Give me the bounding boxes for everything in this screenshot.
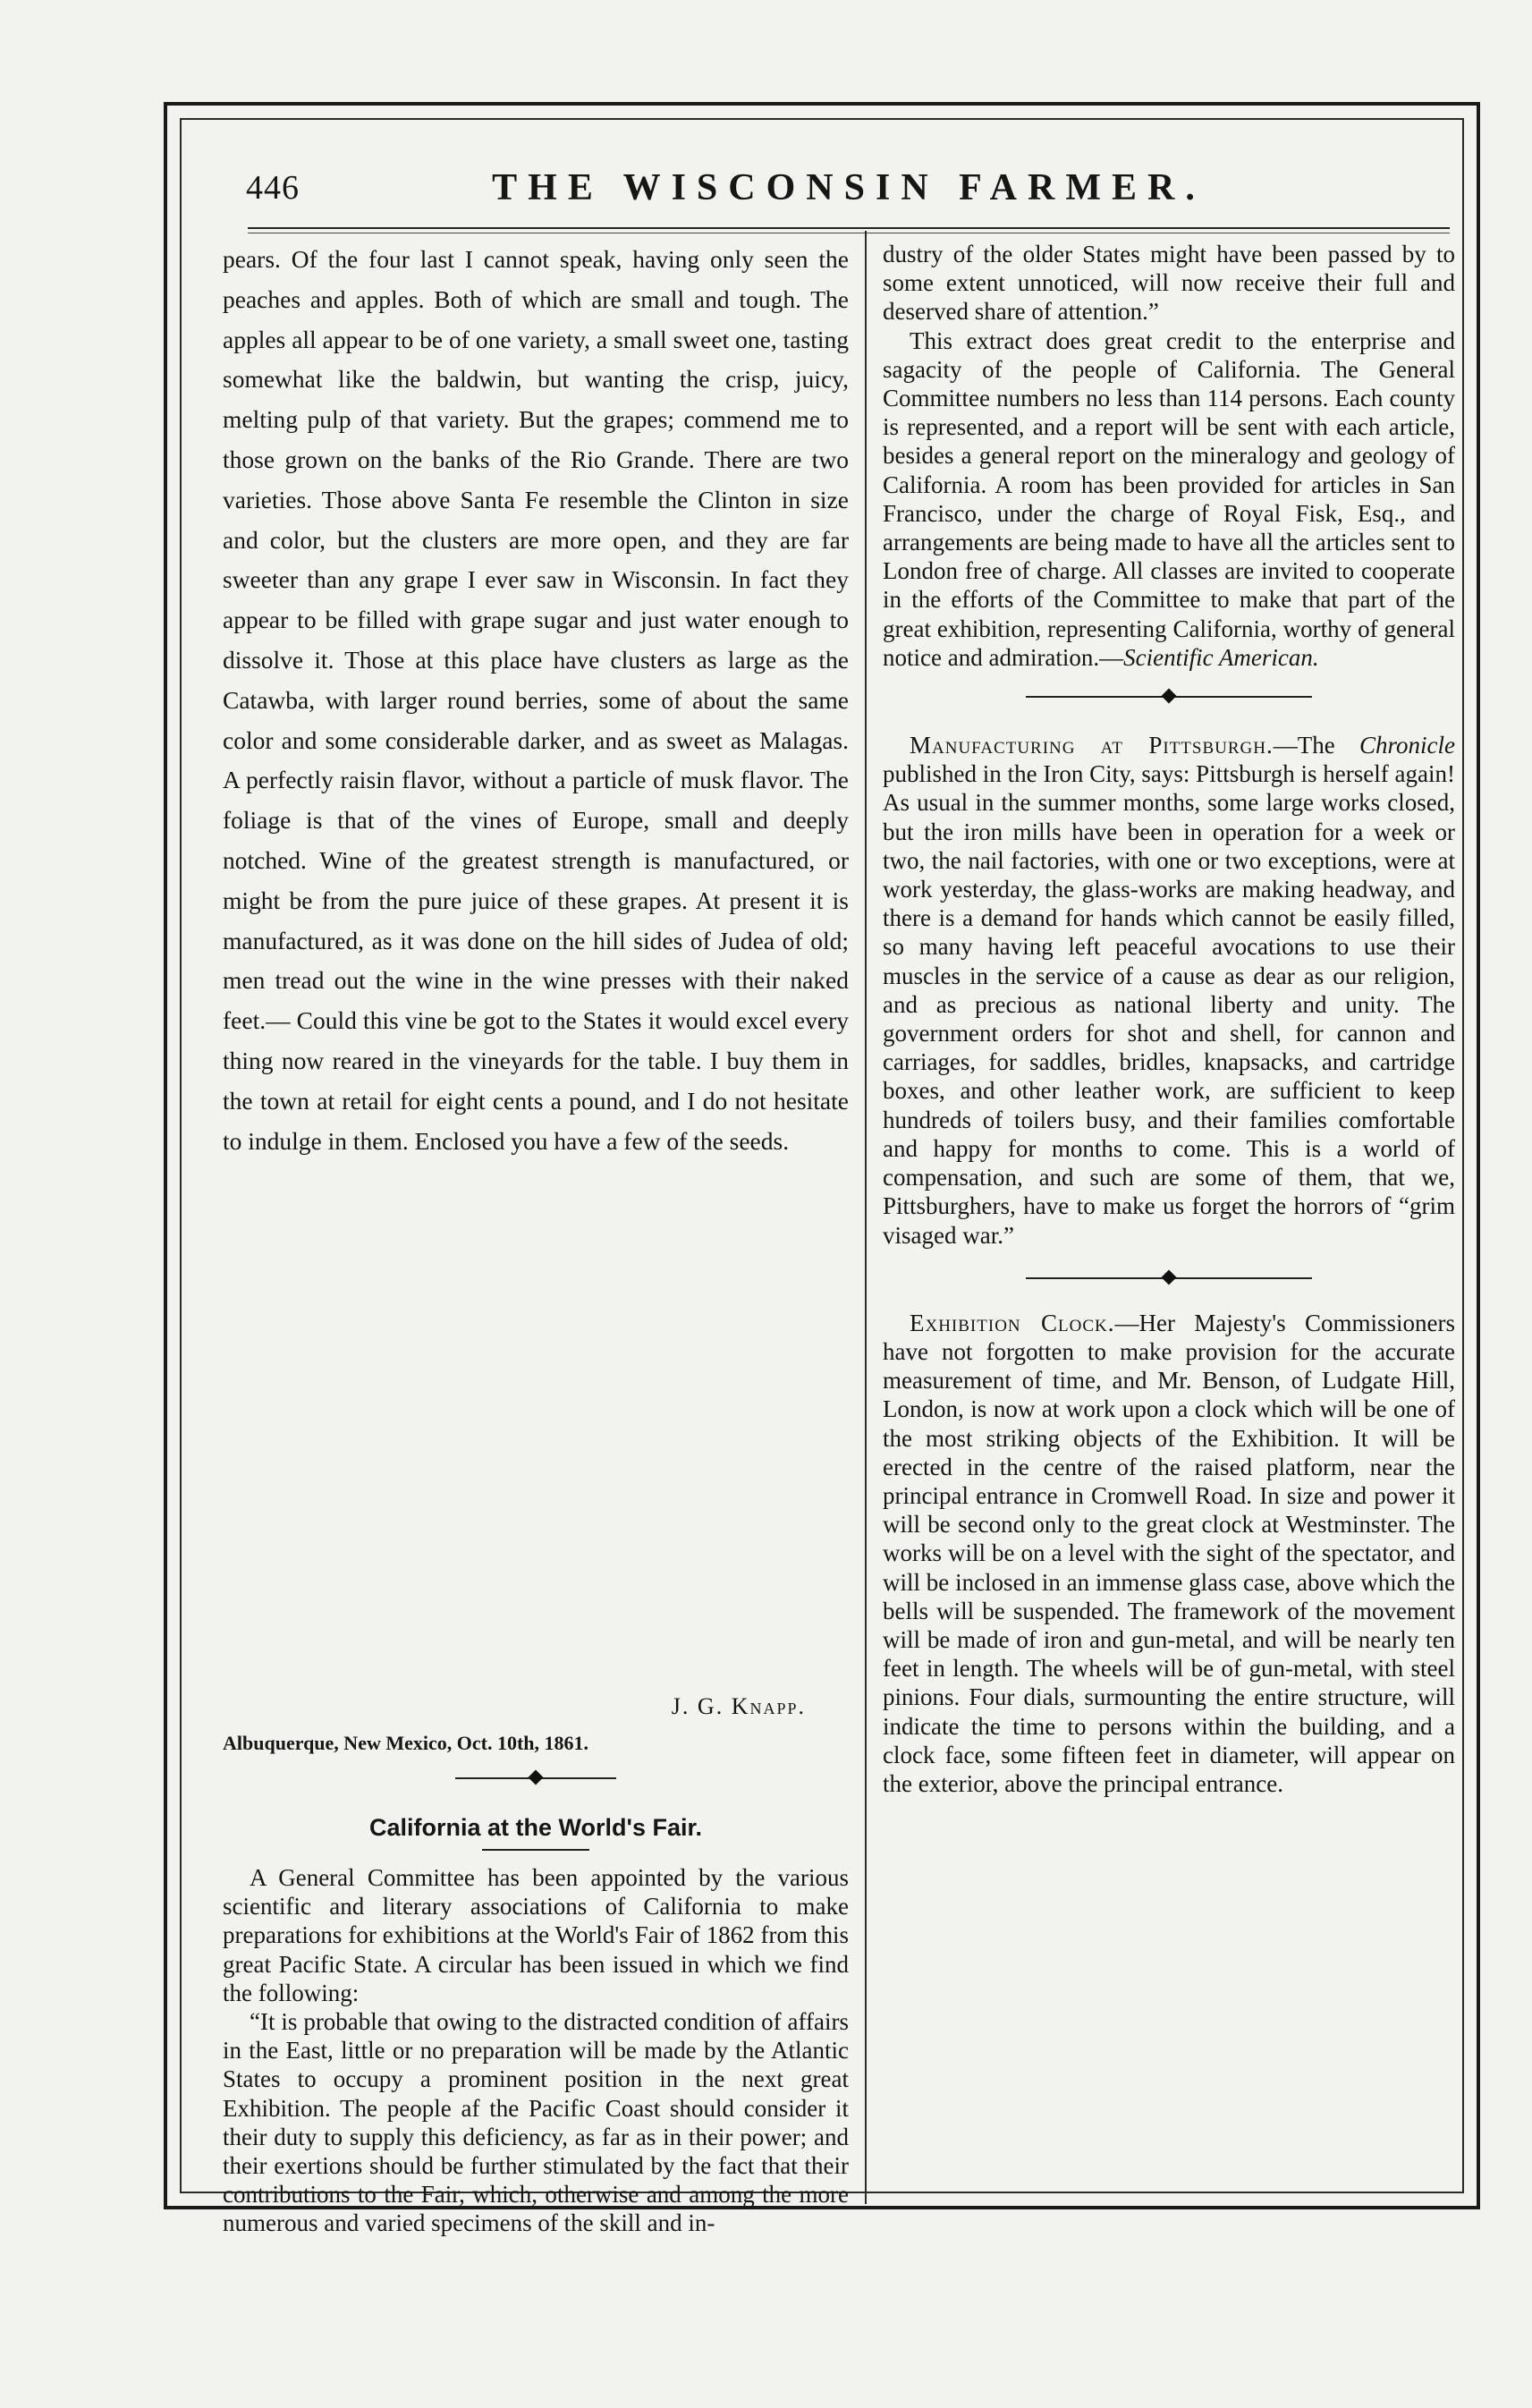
article-paragraph: A General Committee has been appointed by the various scientific and literary associations of California to make preparations for exhibitions at the World's Fair of 1862 from this great Pacific State. A circular has been issued in which we find the following: [223,1864,849,2006]
letter-signature: J. G. Knapp. [671,1693,806,1719]
california-article [223,1769,849,2238]
section-ornament [1026,1269,1312,1287]
section-ornament [1026,688,1312,706]
pittsburgh-heading: Manufacturing at Pittsburgh. [910,732,1274,759]
letter-dateline: Albuquerque, New Mexico, Oct. 10th, 1861. [223,1732,589,1754]
header-rule [248,227,1450,233]
california-source: Scientific American. [1123,643,1319,671]
pittsburgh-article: Manufacturing at Pittsburgh.—The Chronicle published in the Iron City, says: Pittsburgh is herself again! As usual in the summer months, some large works closed, but the iron mills have been in operation for a week or two, the nail factories, with one or two exceptions, were at work yesterday, the glass-works are making headway, and there is a demand for hands which cannot be easily filled, so many having left peaceful avocations to use their muscles in the service of a cause as dear as our religion, and as precious as national liberty and unity. The government orders for shot and shell, for cannon and carriages, for saddles, bridles, knapsacks, and cartridge boxes, and other leather work, are sufficient to keep hundreds of toilers busy, and their families comfortable and happy for months to come. This is a world of compensation, and such are some of them, that we, Pittsburghers, have to make us forget the horrors of “grim visaged war.” [883,732,1456,1249]
article-quote: “It is probable that owing to the distracted condition of affairs in the East, little or no preparation will be made by the Atlantic States to occupy a prominent position in the next great Exhibition. The people af the Pacific Coast should consider it their duty to supply this deficiency, as far as in their power; and their exertions should be further stimulated by the fact that their contributions to the Fair, which, otherwise and among the more numerous and varied specimens of the skill and in- [223,2008,849,2237]
clock-heading: Exhibition Clock. [910,1309,1115,1336]
page-header [246,163,1435,216]
page-frame [164,102,1480,2237]
page-number: 446 [246,169,300,207]
journal-title: THE WISCONSIN FARMER. [492,167,1206,208]
column-divider [865,231,867,2204]
right-column [883,240,1455,1798]
continuation-text: dustry of the older States might have been passed by to some extent unnoticed, will now receive their full and deserved share of attention.” [883,241,1455,326]
section-ornament [455,1769,616,1787]
pittsburgh-paper: Chronicle [1359,732,1456,759]
california-paragraph: This extract does great credit to the enterprise and sagacity of the people of California. The General Committee numbers no less than 114 persons. Each county is represented, and a report will be sent with each article, besides a general report on the mineralogy and geology of California. A room has been provided for articles in San Francisco, under the charge of Royal Fisk, Esq., and arrangements are being made to have all the articles sent to London free of charge. All classes are invited to cooperate in the efforts of the Committee to make that part of the great exhibition, representing California, worthy of general notice and admiration.—Scientific American. [883,326,1455,671]
heading-underline [482,1849,589,1851]
letter-text: pears. Of the four last I cannot speak, having only seen the peaches and apples. Both of which are small and tough. The apples all appear to be of one variety, a small sweet one, tasting somewhat like the baldwin, but wanting the crisp, juicy, melting pulp of that variety. But the grapes; commend me to those grown on the banks of the Rio Grande. There are two varieties. Those above Santa Fe resemble the Clinton in size and color, but the clusters are more open, and they are far sweeter than any grape I ever saw in Wisconsin. In fact they appear to be filled with grape sugar and just water enough to dissolve it. Those at this place have clusters as large as the Catawba, with larger round berries, some of about the same color and some considerable darker, and as sweet as Malagas. A perfectly raisin flavor, without a particle of musk flavor. The foliage is that of the vines of Europe, small and deeply notched. Wine of the greatest strength is manufactured, or might be from the pure juice of these grapes. At present it is manufactured, as it was done on the hill sides of Judea of old; men tread out the wine in the wine presses with their naked feet.— Could this vine be got to the States it would excel every thing now reared in the vineyards for the table. I buy them in the town at retail for eight cents a pound, and I do not hesitate to indulge in them. Enclosed you have a few of the seeds. [223,245,849,1155]
clock-article: Exhibition Clock.—Her Majesty's Commissioners have not forgotten to make provision for the accurate measurement of time, and Mr. Benson, of Ludgate Hill, London, is now at work upon a clock which will be one of the most striking objects of the Exhibition. It will be erected in the centre of the raised platform, near the principal entrance in Cromwell Road. In size and power it will be second only to the great clock at Westminster. The works will be on a level with the sight of the spectator, and will be inclosed in an immense glass case, above which the bells will be suspended. The framework of the movement will be made of iron and gun-metal, and will be nearly ten feet in length. The wheels will be of gun-metal, with steel pinions. Four dials, surmounting the entire structure, will indicate the time to persons within the building, and a clock face, some fifteen feet in diameter, will appear on the exterior, above the principal entrance. [883,1309,1455,1797]
article-heading: California at the World's Fair. [369,1814,702,1841]
left-column [223,240,849,2237]
